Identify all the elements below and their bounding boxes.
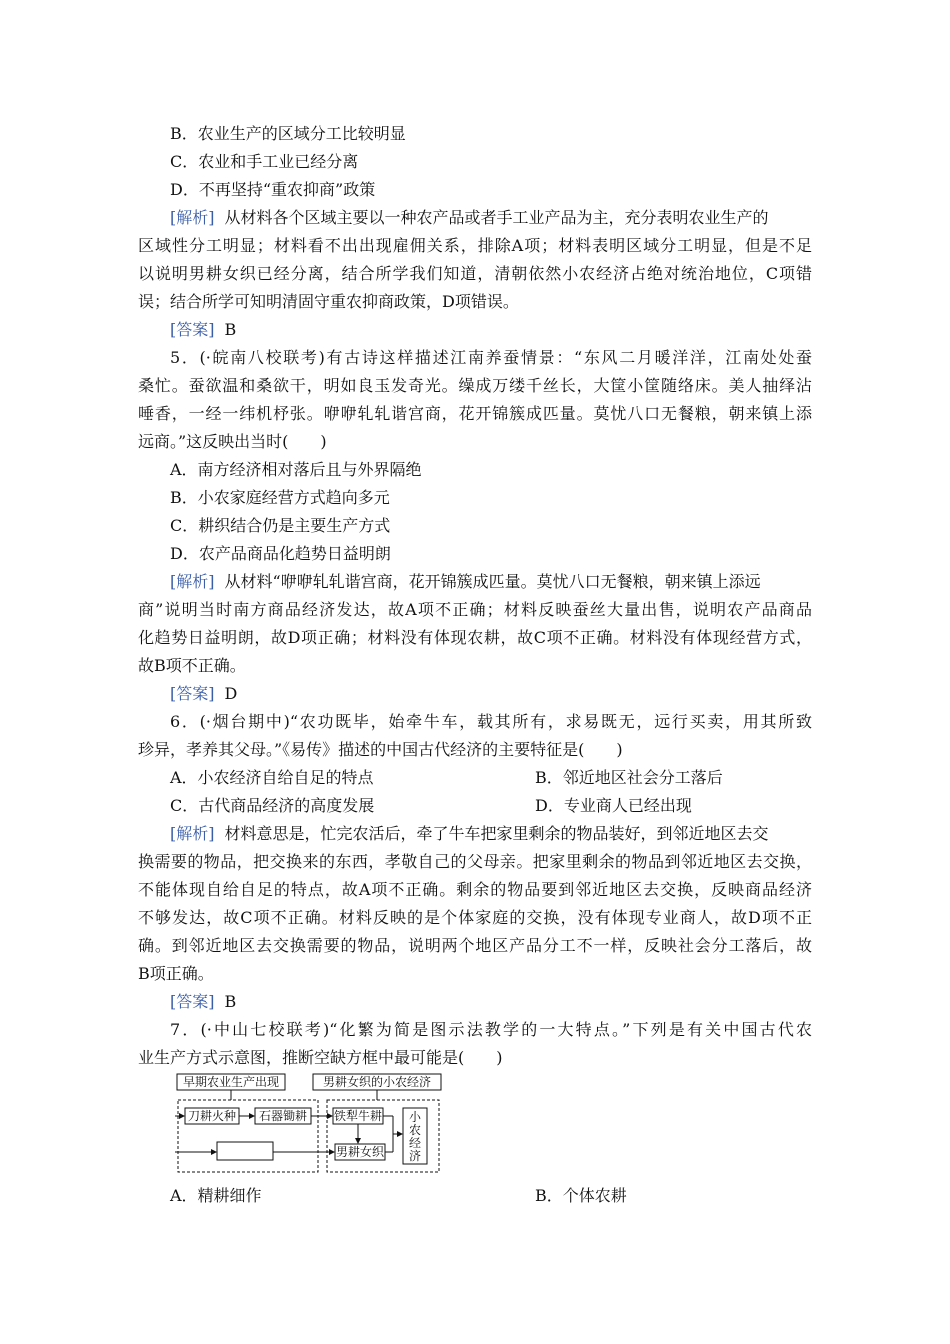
q5-option-c: C．耕织结合仍是主要生产方式 — [170, 516, 391, 535]
q4-option-c: C．农业和手工业已经分离 — [170, 152, 359, 171]
q6-analysis-line-6: B项正确。 — [138, 964, 214, 983]
small-farm-economy-char-2: 农 — [408, 1123, 422, 1137]
q6-analysis-line-3: 不能体现自给自足的特点，故A项不正确。剩余的物品要到邻近地区去交换，反映商品经济 — [138, 880, 812, 899]
q5-answer — [170, 684, 237, 704]
q6-stem-line-2: 珍异，孝养其父母。”《易传》描述的中国古代经济的主要特征是( ) — [138, 740, 623, 759]
small-farm-title-label: 男耕女织的小农经济 — [322, 1075, 432, 1089]
q5-option-b: B．小农家庭经营方式趋向多元 — [170, 488, 390, 507]
q7-options-row-1 — [170, 1186, 627, 1206]
q7-option-a: A．精耕细作 — [170, 1186, 262, 1205]
q5-analysis-tag: [解析] — [170, 572, 215, 591]
q6-options-row-1 — [170, 768, 723, 788]
q5-analysis-line-2: 商”说明当时南方商品经济发达，故A项不正确；材料反映蚕丝大量出售，说明农产品商品 — [138, 600, 812, 619]
q6-analysis-line-1 — [170, 824, 769, 844]
iron-plough-label: 铁犁牛耕 — [333, 1109, 383, 1123]
stone-hoe-label: 石器锄耕 — [258, 1109, 308, 1123]
q4-answer — [170, 320, 236, 340]
q5-option-d: D．农产品商品化趋势日益明朗 — [170, 544, 391, 563]
q5-analysis-line-1 — [170, 572, 761, 592]
q4-analysis-text: 从材料各个区域主要以一种农产品或者手工业产品为主，充分表明农业生产的 — [224, 208, 769, 227]
q4-analysis-line-2: 区域性分工明显；材料看不出出现雇佣关系，排除A项；材料表明区域分工明显，但是不足 — [138, 236, 812, 255]
small-farm-economy-char-1: 小 — [408, 1110, 422, 1124]
q6-analysis-line-5: 确。到邻近地区去交换需要的物品，说明两个地区产品分工不一样，反映社会分工落后，故 — [138, 936, 812, 955]
q5-answer-tag: [答案] — [170, 684, 215, 703]
q4-option-d: D．不再坚持“重农抑商”政策 — [170, 180, 376, 199]
q5-analysis-line-4: 故B项不正确。 — [138, 656, 246, 675]
q7-option-b: B．个体农耕 — [535, 1186, 627, 1205]
q6-analysis-line-4: 不够发达，故C项不正确。材料反映的是个体家庭的交换，没有体现专业商人，故D项不正 — [138, 908, 812, 927]
q6-analysis-tag: [解析] — [170, 824, 215, 843]
q6-option-c: C．古代商品经济的高度发展 — [170, 796, 375, 815]
q6-options-row-2 — [170, 796, 692, 816]
q5-stem-line-1: 5．(·皖南八校联考)有古诗这样描述江南养蚕情景：“东风二月暖洋洋，江南处处蚕 — [170, 348, 812, 367]
q5-answer-value: D — [224, 684, 238, 703]
slash-burn-label: 刀耕火种 — [187, 1109, 237, 1123]
q7-stem-line-1: 7．(·中山七校联考)“化繁为简是图示法教学的一大特点。”下列是有关中国古代农 — [170, 1020, 812, 1039]
q5-stem-line-2: 桑忙。蚕欲温和桑欲干，明如良玉发奇光。缲成万缕千丝长，大筐小筐随络床。美人抽绎沾 — [138, 376, 812, 395]
q4-analysis-line-4: 误；结合所学可知明清固守重农抑商政策，D项错误。 — [138, 292, 519, 311]
q6-option-b: B．邻近地区社会分工落后 — [535, 768, 723, 787]
q4-analysis-tag: [解析] — [170, 208, 215, 227]
q4-analysis-line-1 — [170, 208, 769, 228]
q4-answer-value: B — [224, 320, 237, 339]
q5-analysis-text: 从材料“咿咿轧轧谐宫商，花开锦簇成匹量。莫忧八口无餐粮，朝来镇上添远 — [224, 572, 761, 591]
farming-mode-diagram — [175, 1072, 455, 1176]
q6-answer-tag: [答案] — [170, 992, 215, 1011]
q7-stem-line-2: 业生产方式示意图，推断空缺方框中最可能是( ) — [138, 1048, 503, 1067]
q6-analysis-line-2: 换需要的物品，把交换来的东西，孝敬自己的父母亲。把家里剩余的物品到邻近地区去交换， — [138, 852, 812, 871]
q6-analysis-text: 材料意思是，忙完农活后，牵了牛车把家里剩余的物品装好，到邻近地区去交 — [224, 824, 769, 843]
q4-answer-tag: [答案] — [170, 320, 215, 339]
q5-analysis-line-3: 化趋势日益明朗，故D项正确；材料没有体现农耕，故C项不正确。材料没有体现经营方式， — [138, 628, 812, 647]
q5-option-a: A．南方经济相对落后且与外界隔绝 — [170, 460, 422, 479]
q5-stem-line-4: 远商。”这反映出当时( ) — [138, 432, 327, 451]
men-farm-women-weave-label: 男耕女织 — [335, 1145, 385, 1159]
q6-answer — [170, 992, 236, 1012]
q4-analysis-line-3: 以说明男耕女织已经分离，结合所学我们知道，清朝依然小农经济占绝对统治地位，C项错 — [138, 264, 812, 283]
q6-answer-value: B — [224, 992, 237, 1011]
early-agriculture-label: 早期农业生产出现 — [182, 1075, 280, 1089]
small-farm-economy-char-4: 济 — [408, 1149, 422, 1163]
blank-answer-box — [217, 1142, 273, 1160]
q6-stem-line-1: 6．(·烟台期中)“农功既毕，始牵牛车，载其所有，求易既无，远行买卖，用其所致 — [170, 712, 812, 731]
q5-stem-line-3: 唾香，一经一纬机杼张。咿咿轧轧谐宫商，花开锦簇成匹量。莫忧八口无餐粮，朝来镇上添 — [138, 404, 812, 423]
small-farm-economy-char-3: 经 — [408, 1136, 422, 1150]
q6-option-d: D．专业商人已经出现 — [535, 796, 692, 815]
q6-option-a: A．小农经济自给自足的特点 — [170, 768, 374, 787]
q4-option-b: B．农业生产的区域分工比较明显 — [170, 124, 406, 143]
